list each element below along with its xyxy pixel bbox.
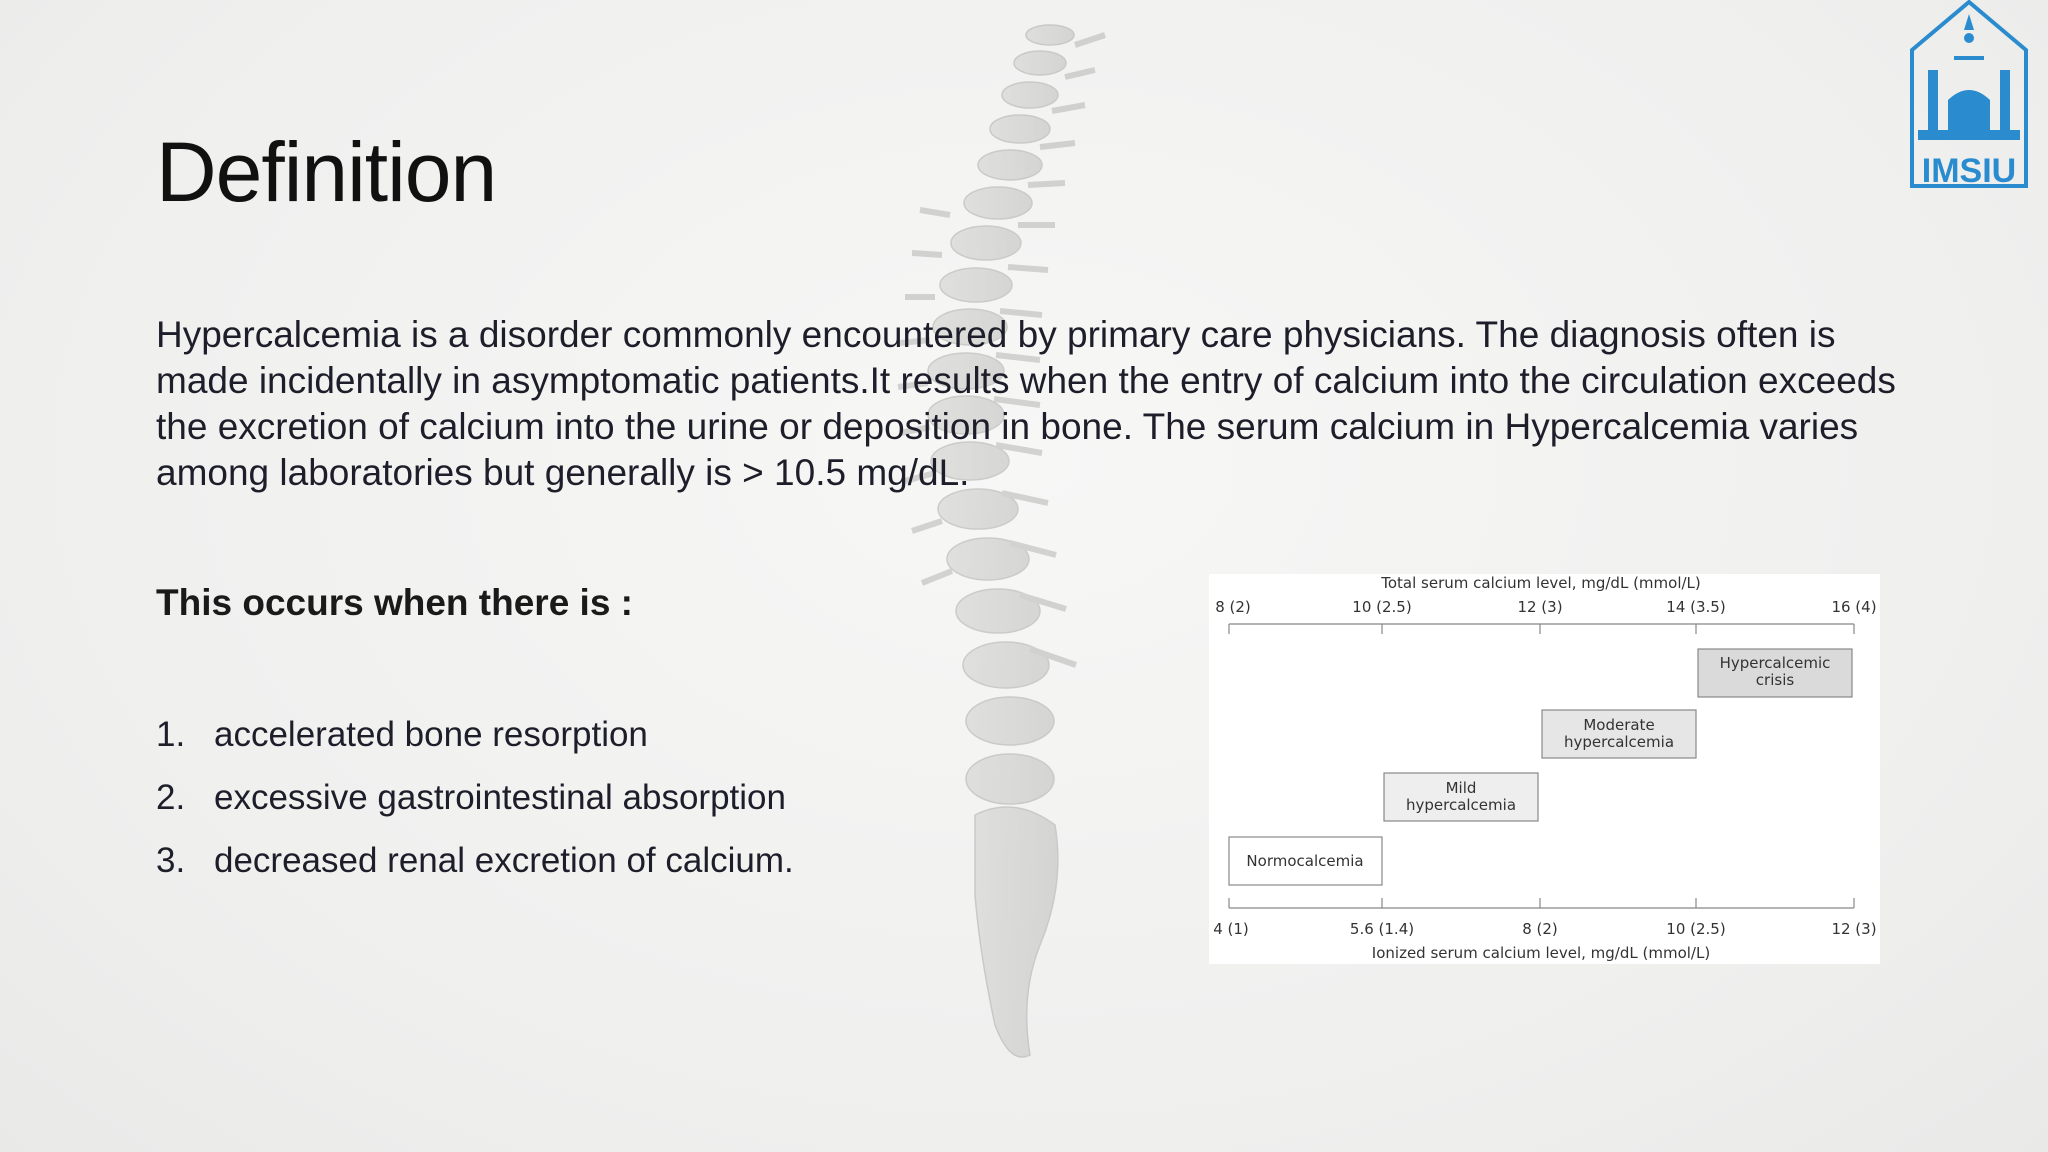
top-tick-label: 10 (2.5)	[1352, 598, 1412, 616]
list-number: 1.	[156, 715, 186, 754]
range-box-crisis	[1698, 649, 1852, 697]
imsiu-logo	[1908, 0, 2030, 192]
list-number: 3.	[156, 841, 186, 880]
logo-text: IMSIU	[1921, 152, 2017, 190]
calcium-levels-figure	[1209, 574, 1880, 964]
list-item	[156, 713, 794, 757]
svg-text:Normocalcemia: Normocalcemia	[1246, 852, 1364, 870]
bottom-tick-label: 8 (2)	[1522, 920, 1558, 938]
bottom-axis-line	[1229, 898, 1854, 908]
svg-text:hypercalcemia: hypercalcemia	[1405, 796, 1517, 814]
range-box-normal	[1229, 837, 1382, 885]
top-axis-line	[1229, 624, 1854, 634]
definition-paragraph: Hypercalcemia is a disorder commonly encountered by primary care physicians. The diagnosis often is made incidentally in asymptomatic patients.It results when the entry of calcium into the circulation exceeds the excretion of calcium into the urine or deposition in bone. The serum calcium in Hypercalcemia varies among laboratories but generally is > 10.5 mg/dL.	[156, 314, 1896, 493]
list-heading: This occurs when there is :	[156, 582, 634, 623]
svg-text:Hypercalcemic: Hypercalcemic	[1719, 654, 1831, 672]
bottom-tick-label: 10 (2.5)	[1666, 920, 1726, 938]
list-text: decreased renal excretion of calcium.	[214, 841, 794, 880]
slide-title: Definition	[156, 125, 497, 219]
list-text: accelerated bone resorption	[214, 715, 648, 754]
causes-list	[156, 713, 794, 902]
range-box-mild	[1384, 773, 1538, 821]
top-axis-label: Total serum calcium level, mg/dL (mmol/L)	[1381, 574, 1701, 592]
svg-text:Mild: Mild	[1445, 779, 1477, 797]
list-text: excessive gastrointestinal absorption	[214, 778, 786, 817]
svg-text:Moderate: Moderate	[1583, 716, 1655, 734]
top-tick-label: 8 (2)	[1215, 598, 1251, 616]
top-tick-label: 14 (3.5)	[1666, 598, 1726, 616]
svg-text:crisis: crisis	[1755, 671, 1795, 689]
list-item	[156, 839, 794, 883]
svg-text:hypercalcemia: hypercalcemia	[1563, 733, 1675, 751]
top-tick-label: 16 (4)	[1831, 598, 1877, 616]
spine-illustration	[880, 15, 1220, 1095]
list-number: 2.	[156, 778, 186, 817]
range-box-moderate	[1542, 710, 1696, 758]
bottom-axis-label: Ionized serum calcium level, mg/dL (mmol/L)	[1371, 944, 1711, 962]
bottom-tick-label: 5.6 (1.4)	[1349, 920, 1415, 938]
bottom-tick-label: 4 (1)	[1213, 920, 1249, 938]
bottom-tick-label: 12 (3)	[1831, 920, 1877, 938]
list-item	[156, 776, 794, 820]
top-tick-label: 12 (3)	[1517, 598, 1563, 616]
